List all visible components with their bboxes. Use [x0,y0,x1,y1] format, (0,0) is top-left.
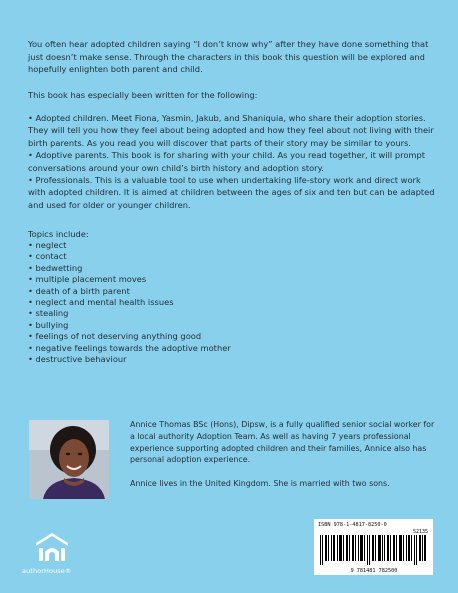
barcode-bars [320,535,427,565]
topic-item: • death of a birth parent [28,285,130,296]
audience-list [28,112,436,211]
author-location: Annice lives in the United Kingdom. She is married with two sons. [130,479,390,488]
isbn-text: ISBN 978-1-4817-8250-0 [318,522,387,528]
topic-item: • stealing [28,308,69,319]
topic-item: • contact [28,251,67,262]
audience-item-professionals: • Professionals. This is a valuable tool to use when undertaking life-story work and direct work with adopted children. It is aimed at children between the ages of six and ten but can be adapted and used for older or younger children. [28,175,435,210]
topic-item: • destructive behaviour [28,354,127,365]
topics-heading: Topics include: [28,229,89,239]
isbn-barcode [314,519,433,575]
barcode-number: 9 781481 782500 [350,568,398,574]
audience-item-parents: • Adoptive parents. This book is for sharing with your child. As you read together, it will prompt conversations around your own child’s birth history and adoption story. [28,150,426,173]
topic-item: • bullying [28,319,69,330]
audience-item-children: • Adopted children. Meet Fiona, Yasmin, Jakub, and Shaniquia, who share their adoption stories. They will tell you how they feel about being adopted and how they feel about not living with their birth parents. As you read you will discover that parts of their story may be similar to yours. [28,113,434,148]
price-code: 52135 [412,529,428,535]
topic-item: • neglect and mental health issues [28,297,174,308]
topic-item: • bedwetting [28,262,83,273]
audience-heading: This book has especially been written for the following: [28,90,258,100]
publisher-logo-icon [33,531,71,565]
topics-list [28,240,288,365]
topic-item: • negative feelings towards the adoptive mother [28,342,231,353]
intro-paragraph: You often hear adopted children saying “I don’t know why” after they have done something that just doesn’t make sense. Through the characters in this book this question will be explored and hopefully enlighten both parent and child. [28,39,429,75]
author-photo [29,420,109,499]
topic-item: • multiple placement moves [28,274,147,285]
author-bio: Annice Thomas BSc (Hons), Dipsw, is a fully qualified senior social worker for a local authority Adoption Team. As well as having 7 years professional experience supporting adopted children and their families, Annice also has personal adoption experience. [130,420,435,465]
topic-item: • feelings of not deserving anything good [28,331,202,342]
publisher-name: authorHouse® [22,567,72,575]
topic-item: • neglect [28,240,67,250]
